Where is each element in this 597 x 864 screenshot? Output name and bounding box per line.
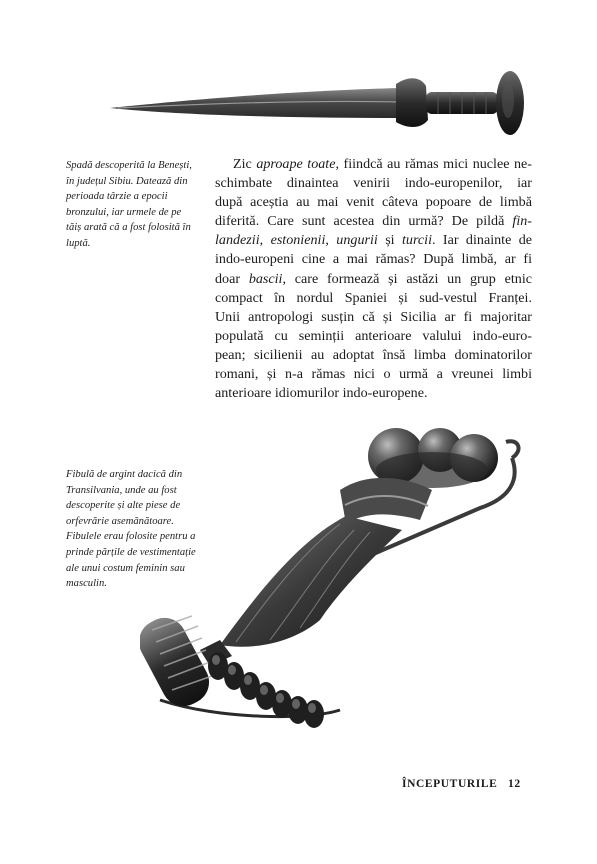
paragraph-line [215,270,532,289]
paragraph-line: indo-europeni cine a mai rămas? După limbă, ar fi [215,251,532,268]
text-run: doar [215,270,249,287]
caption-line: Fibulă de argint dacică din [66,469,183,480]
caption-line: prinde părțile de vestimentație [66,546,196,558]
caption-line: perioada târzie a epocii [66,191,168,203]
fibula-image [140,420,530,735]
italic-run: bascii [248,270,283,287]
text-run: . Iar dinainte de [432,232,533,249]
caption-line: masculin. [66,578,107,590]
sword-image [108,64,528,146]
page-number: 12 [508,778,521,790]
body-paragraph [215,155,532,403]
text-run: Zic [233,156,257,172]
paragraph-line: anterioare idiomurilor indo-europene. [215,385,428,402]
caption-line: tăiș arată că a fost folosită în [66,222,191,234]
paragraph-line: compact în nordul Spaniei și sud-vestul Franței. [215,289,532,306]
text-run: și [377,232,402,249]
paragraph-line [215,212,532,231]
italic-run: fin- [512,213,532,230]
caption-line: Fibulele erau folosite pentru a [66,531,196,543]
paragraph-line: populată cu seminții anterioare valului indo-euro- [215,327,532,344]
caption-line: orfevrărie asemănătoare. [66,515,174,527]
paragraph-line: după aceștia au mai venit câteva popoare de limbă [215,194,532,211]
paragraph-line: pean; sicilienii au adoptat însă limba dominatorilor [215,346,532,363]
italic-run: aproape toate [256,156,336,172]
caption-line: în județul Sibiu. Datează din [66,175,188,187]
text-run: diferită. Care sunt acestea din urmă? De pildă [215,213,513,230]
text-run: , [325,232,337,249]
caption-line: descoperite și alte piese de [66,500,181,512]
text-run: , care formează și astăzi un grup etnic [282,270,532,287]
paragraph-line [215,231,532,250]
paragraph-line: Unii antropologi susțin că și Sicilia ar fi majoritar [215,308,532,325]
italic-run: turcii [401,232,432,249]
sword-caption [66,158,206,252]
caption-line: ale unui costum feminin sau [66,562,185,574]
caption-line: bronzului, iar urmele de pe [66,206,182,218]
page-footer [380,776,530,796]
caption-line: Transilvania, unde au fost [66,484,177,496]
caption-line: luptă. [66,237,91,249]
italic-run: ungurii [336,232,378,249]
paragraph-line: schimbate dinaintea venirii indo-europenilor, iar [215,175,532,192]
paragraph-line: romani, și n-a rămas nici o urmă a vreunei limbi [215,366,532,383]
text-run: , [259,232,271,249]
caption-line: Spadă descoperită la Benești, [66,160,192,171]
italic-run: estonienii [270,232,326,249]
text-run: , fiindcă au rămas mici nuclee ne- [335,156,533,172]
italic-run: landezii [215,232,260,249]
running-title: ÎNCEPUTURILE [402,778,498,790]
paragraph-line [215,155,532,174]
